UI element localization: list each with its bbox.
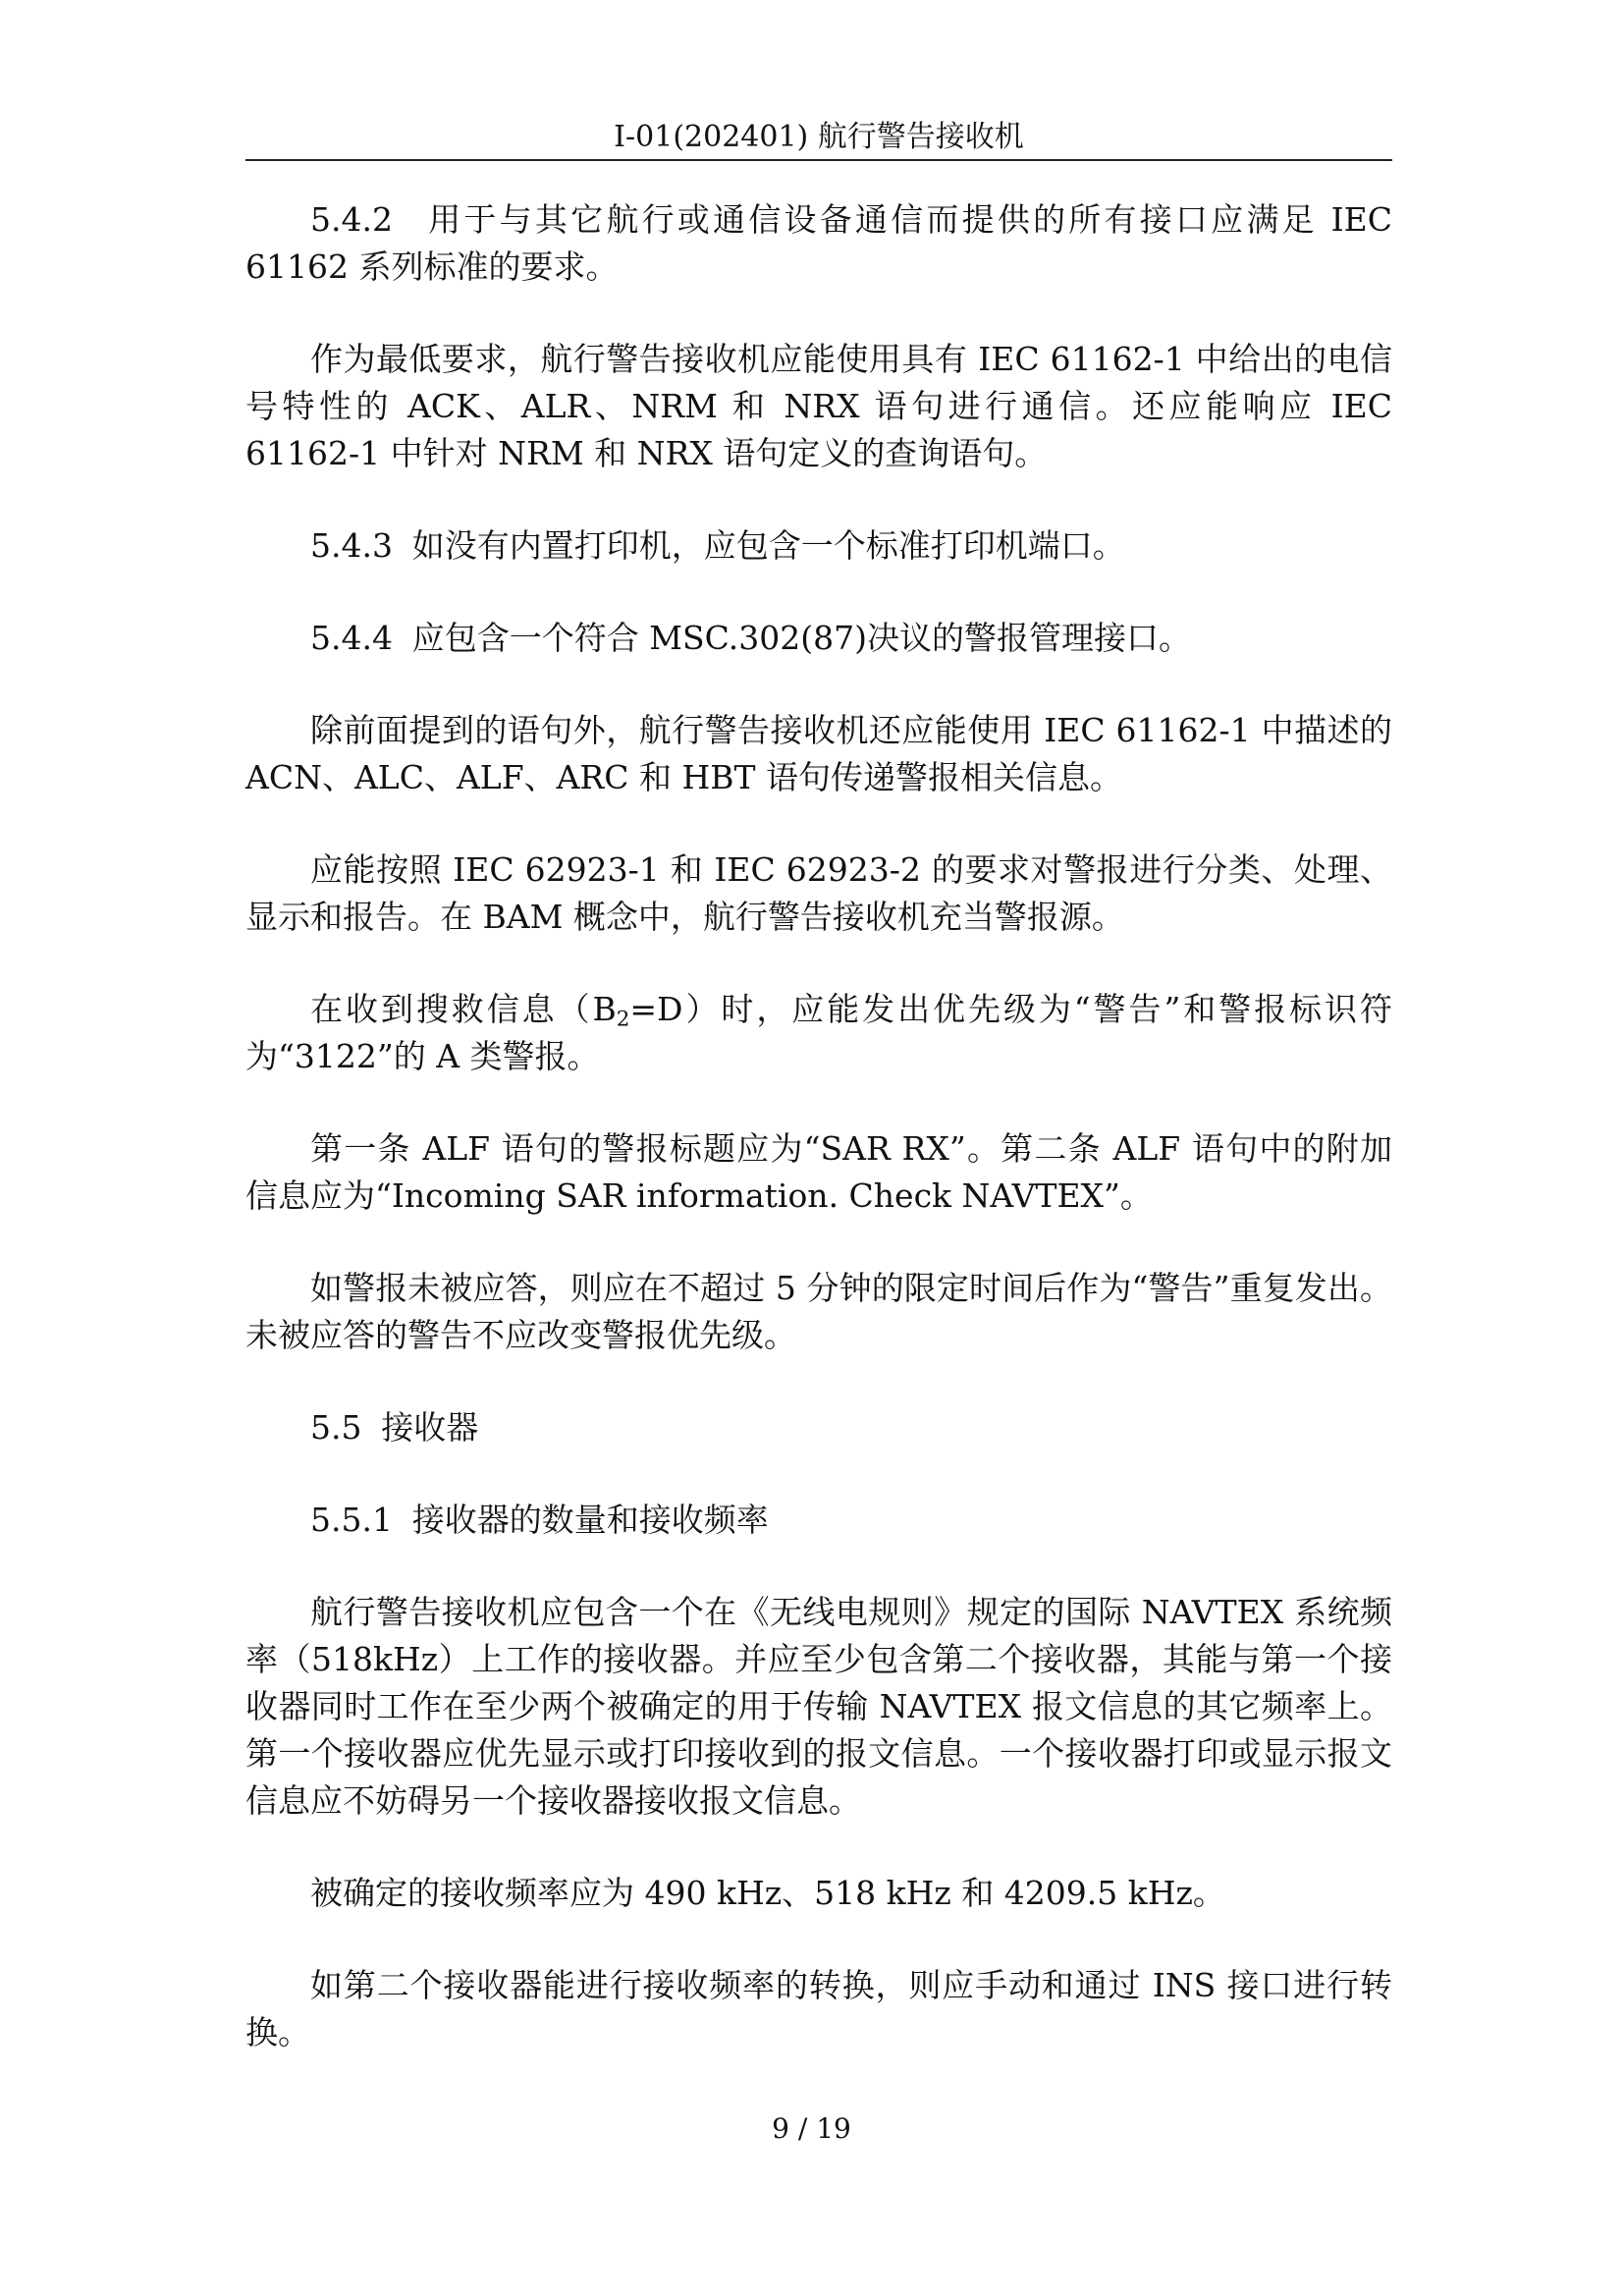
page-header <box>245 116 1392 161</box>
section-5-5-1 <box>245 1497 1392 1544</box>
section-text: 接收器的数量和接收频率 <box>411 1501 769 1539</box>
section-number: 5.4.3 <box>310 526 393 565</box>
paragraph-alert-sentences: 除前面提到的语句外，航行警告接收机还应能使用 IEC 61162-1 中描述的 ACN、ALC、ALF、ARC 和 HBT 语句传递警报相关信息。 <box>245 711 1392 796</box>
document-body <box>245 196 1392 2102</box>
paragraph-frequencies: 被确定的接收频率应为 490 kHz、518 kHz 和 4209.5 kHz。 <box>310 1874 1225 1912</box>
section-text: 如没有内置打印机，应包含一个标准打印机端口。 <box>411 526 1125 565</box>
section-5-4-4 <box>245 615 1392 662</box>
sar-subscript: 2 <box>616 1007 630 1032</box>
section-5-5 <box>245 1404 1392 1451</box>
section-5-4-2 <box>245 196 1392 291</box>
paragraph-frequency-switch: 如第二个接收器能进行接收频率的转换，则应手动和通过 INS 接口进行转换。 <box>245 1966 1392 2051</box>
header-title: I-01(202401) 航行警告接收机 <box>614 120 1024 154</box>
section-text: 用于与其它航行或通信设备通信而提供的所有接口应满足 IEC 61162 系列标准的要求。 <box>245 200 1392 286</box>
section-text: 应包含一个符合 MSC.302(87)决议的警报管理接口。 <box>411 619 1191 657</box>
section-number: 5.4.2 <box>310 200 393 239</box>
sar-text-before: 在收到搜救信息（B <box>310 990 617 1028</box>
paragraph-alert-classification: 应能按照 IEC 62923-1 和 IEC 62923-2 的要求对警报进行分类、处理、显示和报告。在 BAM 概念中，航行警告接收机充当警报源。 <box>245 850 1392 936</box>
page-footer <box>0 2111 1623 2147</box>
paragraph-repeat-warning: 如警报未被应答，则应在不超过 5 分钟的限定时间后作为“警告”重复发出。未被应答的警告不应改变警报优先级。 <box>245 1269 1392 1354</box>
paragraph-alf-sentences: 第一条 ALF 语句的警报标题应为“SAR RX”。第二条 ALF 语句中的附加信息应为“Incoming SAR information. Check NAVTEX”。 <box>245 1129 1392 1215</box>
paragraph-receivers: 航行警告接收机应包含一个在《无线电规则》规定的国际 NAVTEX 系统频率（518kHz）上工作的接收器。并应至少包含第二个接收器，其能与第一个接收器同时工作在至少两个被确定的用于传输 NAVTEX 报文信息的其它频率上。第一个接收器应优先显示或打印接收到的报文信息。一个接收器打印或显示报文信息应不妨碍另一个接收器接收报文信息。 <box>245 1593 1392 1820</box>
section-text: 接收器 <box>381 1408 479 1447</box>
section-number: 5.4.4 <box>310 619 393 657</box>
section-number: 5.5 <box>310 1408 362 1447</box>
section-number: 5.5.1 <box>310 1501 393 1539</box>
page-number: 9 / 19 <box>772 2112 851 2145</box>
sar-text-after: =D）时，应能发出优先级为“警告”和警报标识符为“3122”的 A 类警报。 <box>245 990 1392 1075</box>
paragraph-minimum-requirement: 作为最低要求，航行警告接收机应能使用具有 IEC 61162-1 中给出的电信号特性的 ACK、ALR、NRM 和 NRX 语句进行通信。还应能响应 IEC 61162-1 中针对 NRM 和 NRX 语句定义的查询语句。 <box>245 340 1392 472</box>
section-5-4-3 <box>245 522 1392 570</box>
paragraph-sar-alert <box>245 986 1392 1080</box>
